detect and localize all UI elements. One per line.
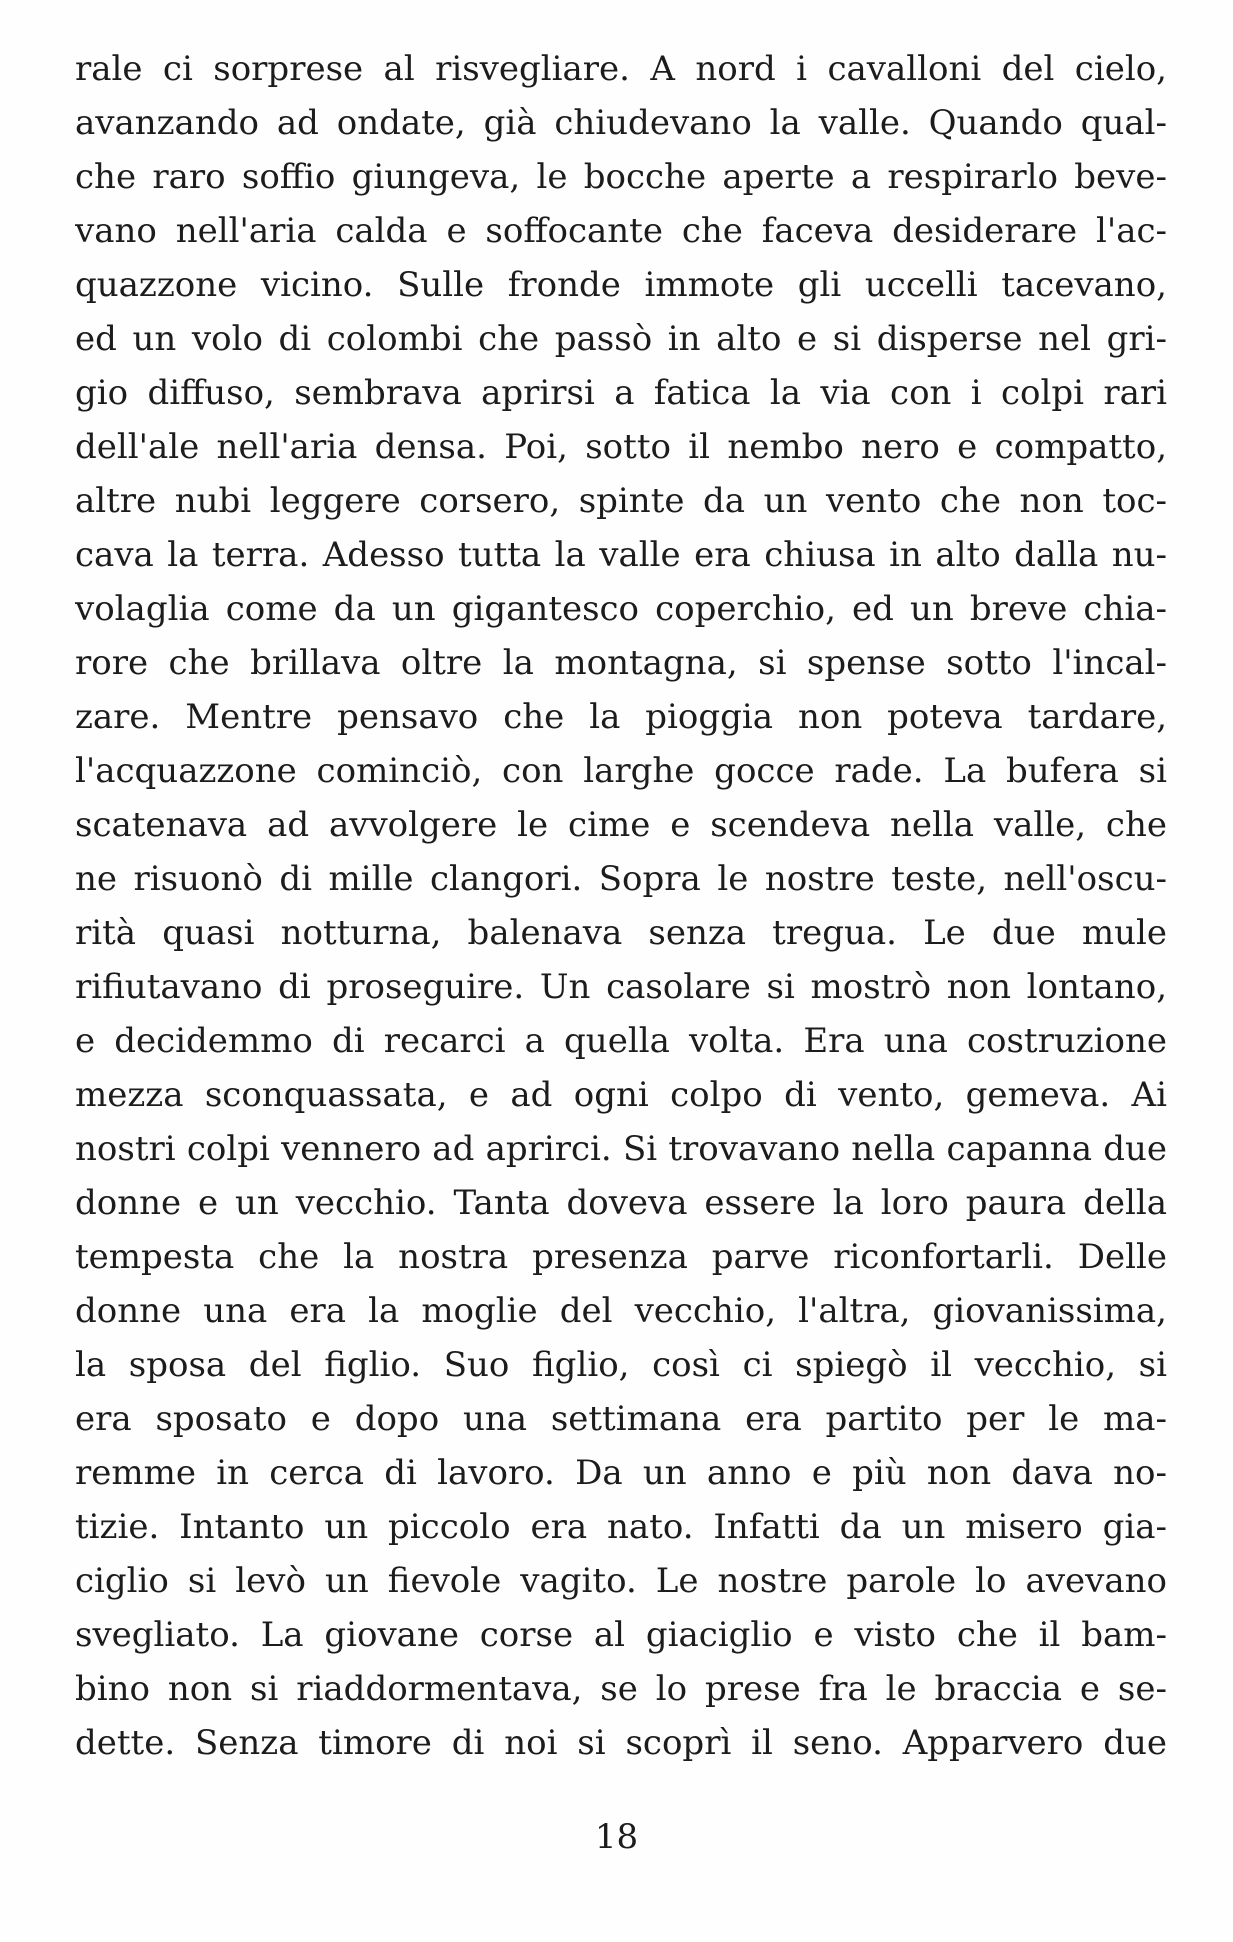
text-line: quazzone vicino. Sulle fronde immote gli uccelli tacevano, bbox=[75, 265, 1167, 305]
text-line: donne e un vecchio. Tanta doveva essere la loro paura della bbox=[75, 1183, 1167, 1223]
text-line: gio diffuso, sembrava aprirsi a fatica la via con i colpi rari bbox=[75, 373, 1167, 413]
text-line: zare. Mentre pensavo che la pioggia non poteva tardare, bbox=[75, 697, 1167, 737]
page-number: 18 bbox=[594, 1817, 639, 1857]
text-line: tempesta che la nostra presenza parve riconfortarli. Delle bbox=[75, 1237, 1167, 1277]
text-line: scatenava ad avvolgere le cime e scendeva nella valle, che bbox=[75, 805, 1167, 845]
text-line: avanzando ad ondate, già chiudevano la valle. Quando qual- bbox=[75, 103, 1167, 143]
text-line: bino non si riaddormentava, se lo prese fra le braccia e se- bbox=[75, 1669, 1167, 1709]
text-line: donne una era la moglie del vecchio, l'altra, giovanissima, bbox=[75, 1291, 1167, 1331]
text-line: svegliato. La giovane corse al giaciglio e visto che il bam- bbox=[75, 1615, 1167, 1655]
text-line: rale ci sorprese al risvegliare. A nord i cavalloni del cielo, bbox=[75, 49, 1167, 89]
text-line: volaglia come da un gigantesco coperchio, ed un breve chia- bbox=[75, 589, 1167, 629]
text-line: rità quasi notturna, balenava senza tregua. Le due mule bbox=[75, 913, 1167, 953]
text-line: ed un volo di colombi che passò in alto e si disperse nel gri- bbox=[75, 319, 1167, 359]
text-line: la sposa del figlio. Suo figlio, così ci spiegò il vecchio, si bbox=[75, 1345, 1167, 1385]
text-line: vano nell'aria calda e soffocante che faceva desiderare l'ac- bbox=[75, 211, 1167, 251]
text-line: rore che brillava oltre la montagna, si spense sotto l'incal- bbox=[75, 643, 1167, 683]
text-line: rifiutavano di proseguire. Un casolare si mostrò non lontano, bbox=[75, 967, 1167, 1007]
text-line: nostri colpi vennero ad aprirci. Si trovavano nella capanna due bbox=[75, 1129, 1167, 1169]
text-line: tizie. Intanto un piccolo era nato. Infatti da un misero gia- bbox=[75, 1507, 1167, 1547]
text-line: cava la terra. Adesso tutta la valle era chiusa in alto dalla nu- bbox=[75, 535, 1167, 575]
text-line: altre nubi leggere corsero, spinte da un vento che non toc- bbox=[75, 481, 1167, 521]
text-line: ne risuonò di mille clangori. Sopra le nostre teste, nell'oscu- bbox=[75, 859, 1167, 899]
text-line: che raro soffio giungeva, le bocche aperte a respirarlo beve- bbox=[75, 157, 1167, 197]
text-line: dell'ale nell'aria densa. Poi, sotto il nembo nero e compatto, bbox=[75, 427, 1167, 467]
text-line: remme in cerca di lavoro. Da un anno e più non dava no- bbox=[75, 1453, 1167, 1493]
body-text bbox=[75, 42, 1167, 1770]
text-line: e decidemmo di recarci a quella volta. Era una costruzione bbox=[75, 1021, 1167, 1061]
text-line: l'acquazzone cominciò, con larghe gocce rade. La bufera si bbox=[75, 751, 1167, 791]
text-line: era sposato e dopo una settimana era partito per le ma- bbox=[75, 1399, 1167, 1439]
text-line: dette. Senza timore di noi si scoprì il seno. Apparvero due bbox=[75, 1723, 1167, 1763]
text-line: ciglio si levò un fievole vagito. Le nostre parole lo avevano bbox=[75, 1561, 1167, 1601]
text-line: mezza sconquassata, e ad ogni colpo di vento, gemeva. Ai bbox=[75, 1075, 1167, 1115]
